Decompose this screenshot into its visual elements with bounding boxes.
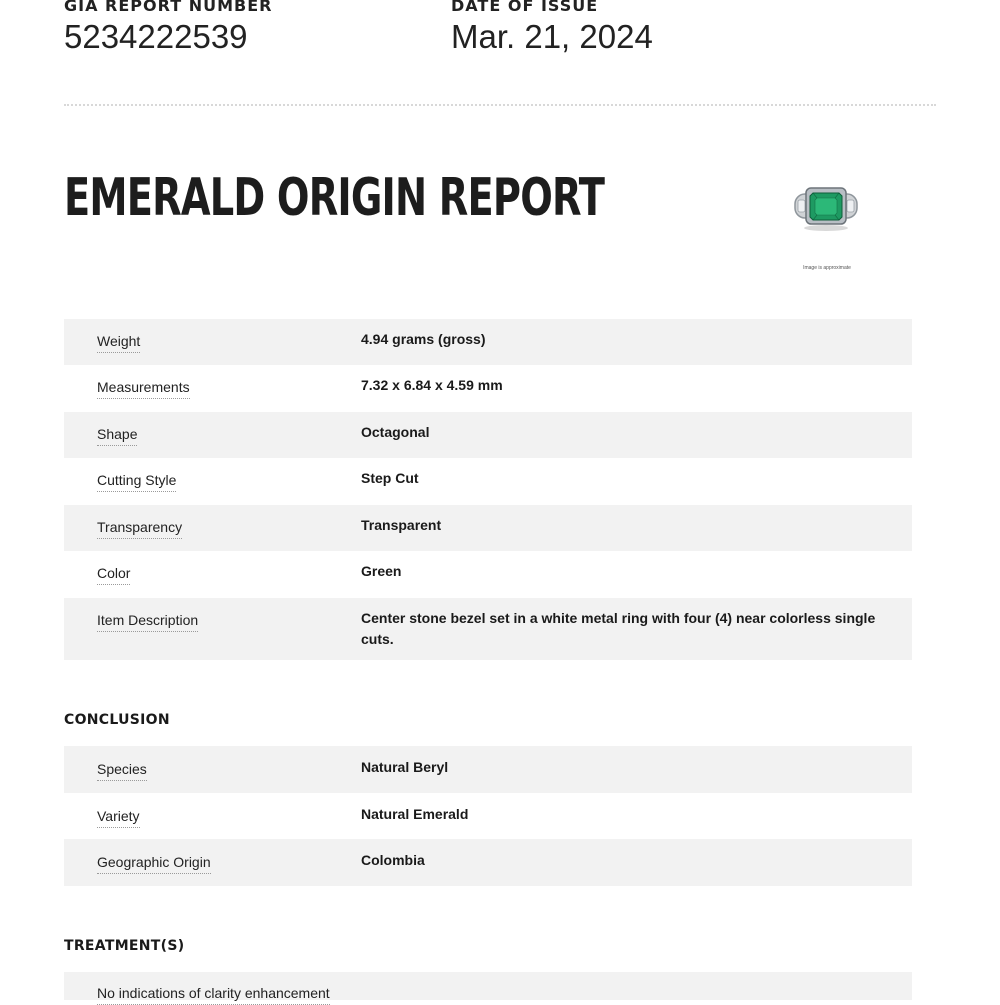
date-label: DATE OF ISSUE: [451, 0, 599, 15]
table-row: [64, 458, 912, 505]
table-row: [64, 412, 912, 458]
measurements-label: Measurements: [97, 378, 190, 399]
weight-value: 4.94 grams (gross): [361, 331, 486, 347]
treatment-label: No indications of clarity enhancement: [97, 984, 330, 1005]
date-of-issue: Mar. 21, 2024: [451, 18, 653, 55]
table-row: [64, 598, 912, 660]
treatment-table: [64, 972, 912, 1000]
date-block: [451, 0, 653, 56]
report-title: EMERALD ORIGIN REPORT: [64, 168, 605, 228]
item-description-label: Item Description: [97, 611, 198, 632]
table-row: [64, 793, 912, 839]
header-divider: [64, 104, 936, 106]
species-label: Species: [97, 760, 147, 781]
report-number-label: GIA REPORT NUMBER: [64, 0, 273, 15]
table-row: [64, 972, 912, 1000]
item-description-value: Center stone bezel set in a white metal ring with four (4) near colorless single cuts.: [361, 610, 876, 647]
treatment-heading: TREATMENT(S): [64, 938, 185, 954]
shape-value: Octagonal: [361, 424, 430, 440]
table-row: [64, 505, 912, 551]
color-label: Color: [97, 564, 130, 585]
geographic-origin-value: Colombia: [361, 852, 425, 868]
conclusion-table: [64, 746, 912, 886]
variety-label: Variety: [97, 807, 140, 828]
color-value: Green: [361, 563, 402, 579]
table-row: [64, 365, 912, 412]
shape-label: Shape: [97, 425, 137, 446]
geographic-origin-label: Geographic Origin: [97, 853, 211, 874]
emerald-ring-icon: [792, 180, 860, 232]
cutting-style-value: Step Cut: [361, 470, 419, 486]
table-row: [64, 746, 912, 793]
details-table: [64, 319, 912, 660]
weight-label: Weight: [97, 332, 140, 353]
image-caption: Image is approximate: [803, 265, 851, 271]
transparency-label: Transparency: [97, 518, 182, 539]
table-row: [64, 839, 912, 886]
report-number: 5234222539: [64, 18, 248, 55]
table-row: [64, 551, 912, 598]
species-value: Natural Beryl: [361, 759, 449, 775]
table-row: [64, 319, 912, 365]
report-header: [64, 0, 936, 60]
conclusion-heading: CONCLUSION: [64, 712, 170, 728]
transparency-value: Transparent: [361, 517, 442, 533]
measurements-value: 7.32 x 6.84 x 4.59 mm: [361, 377, 503, 393]
report-number-block: [64, 0, 272, 56]
cutting-style-label: Cutting Style: [97, 471, 176, 492]
variety-value: Natural Emerald: [361, 806, 469, 822]
